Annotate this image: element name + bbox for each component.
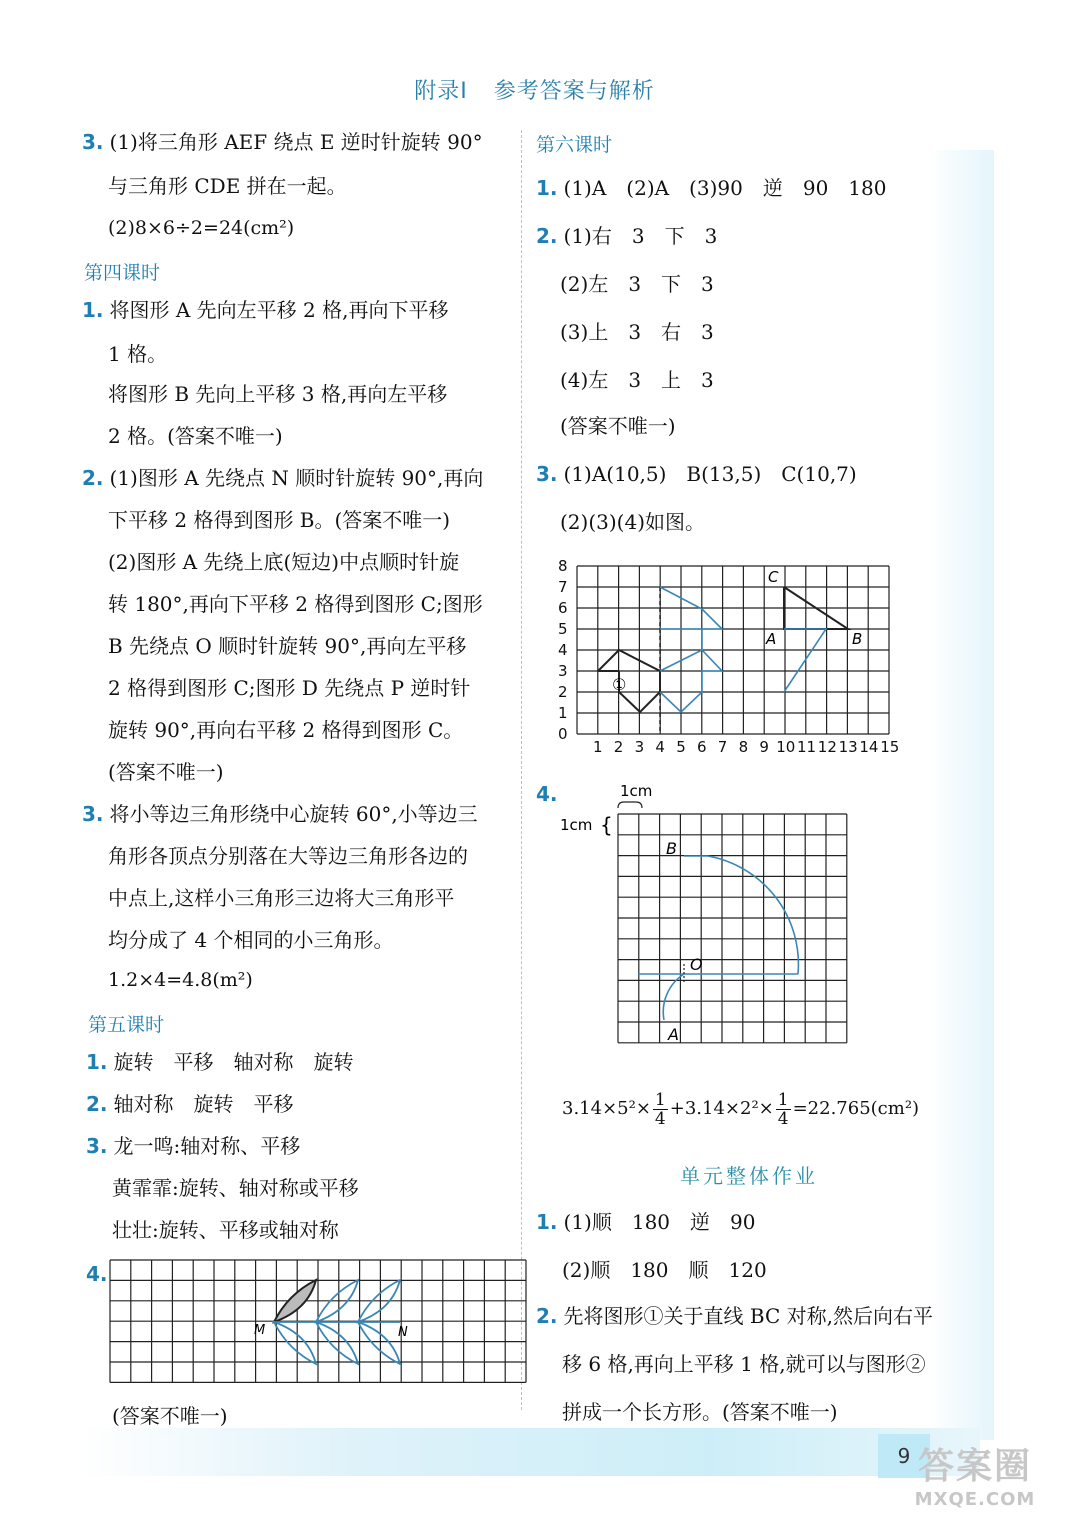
x-tick-label: 6 (697, 738, 707, 756)
s4q2-line8: (答案不唯一) (108, 760, 224, 784)
s6q4-number: 4. (536, 782, 558, 806)
s4q3-line5: 1.2×4=4.8(m²) (108, 969, 253, 991)
s6q2-line2: (2)左 3 下 3 (560, 272, 714, 296)
s4q2-line1: 2. (1)图形 A 先绕点 N 顺时针旋转 90°,再向 (82, 466, 484, 490)
shape-1-label: ① (612, 675, 627, 694)
y-axis-ticks (558, 557, 568, 743)
uq2-line2: 移 6 格,再向上平移 1 格,就可以与图形② (562, 1352, 926, 1376)
s4q2-line6: 2 格得到图形 C;图形 D 先绕点 P 逆时针 (108, 676, 471, 700)
s4q1-line4: 2 格。(答案不唯一) (108, 424, 283, 448)
shape-1 (598, 650, 660, 712)
y-tick-label: 3 (558, 662, 568, 680)
s6q2-line4: (4)左 3 上 3 (560, 368, 714, 392)
label-n: N (398, 1325, 408, 1340)
s5q4-note: (答案不唯一) (112, 1404, 228, 1428)
s5q1: 1. 旋转 平移 轴对称 旋转 (86, 1050, 354, 1074)
s6q3-line1: 3. (1)A(10,5) B(13,5) C(10,7) (536, 462, 857, 486)
x-tick-label: 15 (880, 738, 900, 756)
watermark-top: 答案圈 (917, 1446, 1032, 1487)
unit-left-brace: { (600, 813, 613, 837)
unit-homework-title: 单元整体作业 (680, 1164, 818, 1188)
unit-top-label: 1cm (620, 782, 653, 800)
s6q2-line1: 2. (1)右 3 下 3 (536, 224, 718, 248)
s6q3-line2: (2)(3)(4)如图。 (560, 510, 705, 534)
x-tick-label: 1 (593, 738, 603, 756)
x-tick-label: 2 (613, 738, 624, 756)
x-axis-ticks (593, 738, 899, 756)
y-tick-label: 7 (558, 578, 568, 596)
arc-grid (618, 814, 847, 1043)
s4q2-line2: 下平移 2 格得到图形 B。(答案不唯一) (108, 508, 451, 532)
y-tick-label: 0 (558, 725, 568, 743)
point-a-label: A (766, 630, 777, 648)
x-tick-label: 12 (817, 738, 837, 756)
arc-figure (556, 778, 856, 1050)
x-tick-label: 10 (776, 738, 796, 756)
column-divider (521, 130, 522, 1410)
s4q1-line2: 1 格。 (108, 342, 168, 366)
x-tick-label: 13 (838, 738, 858, 756)
s4q3-line2: 角形各顶点分别落在大等边三角形各边的 (108, 844, 468, 868)
q3-line3: (2)8×6÷2=24(cm²) (108, 217, 295, 239)
s4q3-line1: 3. 将小等边三角形绕中心旋转 60°,小等边三 (82, 802, 478, 826)
section-lesson-6: 第六课时 (536, 134, 613, 156)
x-tick-label: 9 (759, 738, 769, 756)
page-number: 9 (878, 1434, 930, 1478)
s4q3-line3: 中点上,这样小三角形三边将大三角形平 (108, 886, 455, 910)
s4q2-line7: 旋转 90°,再向右平移 2 格得到图形 C。 (108, 718, 464, 742)
x-tick-label: 5 (676, 738, 686, 756)
page-header (0, 74, 1069, 105)
y-tick-label: 8 (558, 557, 568, 575)
s5q2: 2. 轴对称 旋转 平移 (86, 1092, 294, 1116)
section-lesson-4: 第四课时 (84, 262, 161, 284)
watermark-logo (900, 1438, 1050, 1528)
point-b-label: B (852, 630, 863, 648)
q3-line2: 与三角形 CDE 拼在一起。 (108, 174, 347, 198)
unit-top-brace (618, 802, 642, 808)
point-o-label: O (690, 955, 703, 974)
s5q3-line3: 壮壮:旋转、平移或轴对称 (112, 1218, 339, 1242)
s6q2-line3: (3)上 3 右 3 (560, 320, 714, 344)
x-tick-label: 11 (797, 738, 817, 756)
unit-left-label: 1cm (560, 816, 593, 834)
s4q2-line3: (2)图形 A 先绕上底(短边)中点顺时针旋 (108, 550, 460, 574)
s4q1-line3: 将图形 B 先向上平移 3 格,再向左平移 (108, 382, 448, 406)
uq2-line3: 拼成一个长方形。(答案不唯一) (562, 1400, 838, 1424)
y-tick-label: 2 (558, 683, 568, 701)
s6q2-line5: (答案不唯一) (560, 414, 676, 438)
s4q2-line4: 转 180°,再向下平移 2 格得到图形 C;图形 (108, 592, 483, 616)
y-tick-label: 1 (558, 704, 568, 722)
leaf-translation-figure (108, 1258, 532, 1384)
header-appendix: 附录Ⅰ (414, 79, 468, 104)
s5q3-line1: 3. 龙一鸣:轴对称、平移 (86, 1134, 301, 1158)
point-b-label: B (666, 839, 677, 858)
uq1-line1: 1. (1)顺 180 逆 90 (536, 1210, 756, 1234)
coordinate-grid-figure (552, 554, 912, 760)
q3-line1: 3. (1)将三角形 AEF 绕点 E 逆时针旋转 90° (82, 130, 483, 154)
leaf-shapes (274, 1280, 400, 1364)
s4q3-line4: 均分成了 4 个相同的小三角形。 (108, 928, 394, 952)
x-tick-label: 3 (634, 738, 645, 756)
coordinate-grid (577, 566, 889, 734)
section-lesson-5: 第五课时 (88, 1014, 165, 1036)
point-c-label: C (768, 568, 779, 586)
uq1-line2: (2)顺 180 顺 120 (562, 1258, 767, 1282)
x-tick-label: 14 (859, 738, 879, 756)
arc-shapes (638, 856, 798, 1020)
header-title: 参考答案与解析 (493, 79, 655, 104)
s6q4-formula: 3.14×5²× $\frac{1}{4}$ +3.14×2²× $\frac{1}{4}$ =22.765(cm²) (562, 1089, 920, 1129)
x-tick-label: 8 (738, 738, 749, 756)
x-tick-label: 7 (717, 738, 728, 756)
y-tick-label: 6 (558, 599, 568, 617)
s5q3-line2: 黄霏霏:旋转、轴对称或平移 (112, 1176, 359, 1200)
footer-band (80, 1428, 980, 1476)
s5q4-number: 4. (86, 1262, 108, 1286)
uq2-line1: 2. 先将图形①关于直线 BC 对称,然后向右平 (536, 1304, 933, 1328)
watermark-bottom: MXQE.COM (914, 1489, 1036, 1510)
point-a-label: A (668, 1025, 679, 1044)
label-m: M (254, 1323, 266, 1338)
s4q1-line1: 1. 将图形 A 先向左平移 2 格,再向下平移 (82, 298, 449, 322)
x-tick-label: 4 (655, 738, 665, 756)
y-tick-label: 4 (558, 641, 568, 659)
y-tick-label: 5 (558, 620, 568, 638)
s4q2-line5: B 先绕点 O 顺时针旋转 90°,再向左平移 (108, 634, 467, 658)
s6q1: 1. (1)A (2)A (3)90 逆 90 180 (536, 176, 887, 200)
